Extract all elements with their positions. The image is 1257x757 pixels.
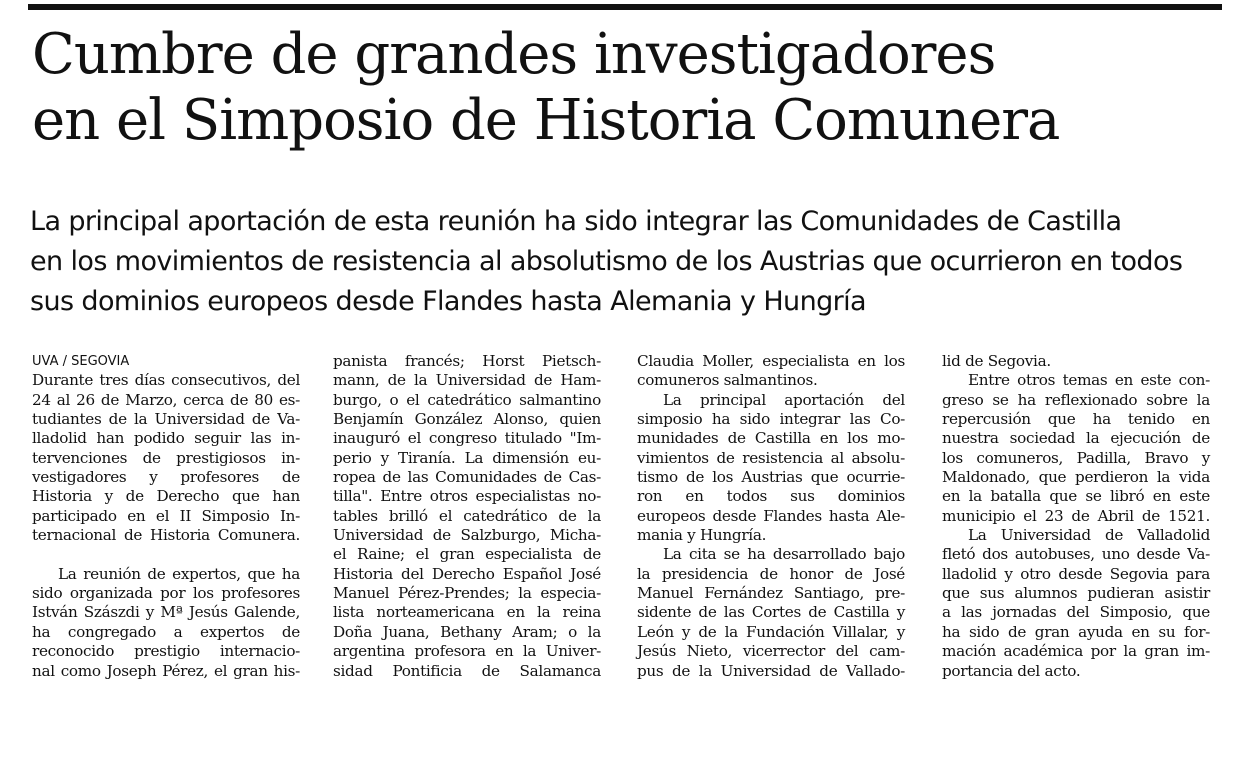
text-line: ron en todos sus dominios xyxy=(637,487,905,506)
text-line: vestigadores y profesores de xyxy=(32,468,300,487)
text-line: sidad Pontificia de Salamanca xyxy=(333,661,601,680)
byline: UVA / SEGOVIA xyxy=(32,354,130,369)
text-line: nuestra sociedad la ejecución de xyxy=(942,429,1210,448)
deck-line: La principal aportación de esta reunión ha sido integrar las Comunidades de Castilla xyxy=(30,206,1122,237)
text-line: Manuel Pérez-Prendes; la especia- xyxy=(333,584,601,603)
headline-line: Cumbre de grandes investigadores xyxy=(32,22,996,87)
text-line: István Szászdi y Mª Jesús Galende, xyxy=(32,603,300,622)
text-line: vimientos de resistencia al absolu- xyxy=(637,448,905,467)
text-line: inauguró el congreso titulado "Im- xyxy=(333,429,601,448)
text-line: La reunión de expertos, que ha xyxy=(58,564,300,583)
top-rule xyxy=(28,4,1222,10)
text-line: comuneros salmantinos. xyxy=(637,371,818,390)
text-line: Claudia Moller, especialista en los xyxy=(637,352,905,370)
text-line: argentina profesora en la Univer- xyxy=(333,642,601,661)
text-line: lid de Segovia. xyxy=(942,352,1051,370)
text-line: La principal aportación del xyxy=(663,390,905,409)
text-line: Jesús Nieto, vicerrector del cam- xyxy=(637,642,905,661)
text-line: tervenciones de prestigiosos in- xyxy=(32,448,300,467)
article-column-3 xyxy=(637,352,905,681)
text-line: simposio ha sido integrar las Co- xyxy=(637,410,905,429)
text-line: lladolid han podido seguir las in- xyxy=(32,429,300,448)
text-line: pus de la Universidad de Vallado- xyxy=(637,661,905,680)
text-line: Benjamín González Alonso, quien xyxy=(333,410,601,429)
text-line: tables brilló el catedrático de la xyxy=(333,506,601,525)
text-line: tudiantes de la Universidad de Va- xyxy=(32,410,300,429)
text-line: Manuel Fernández Santiago, pre- xyxy=(637,584,905,603)
text-line: Historia y de Derecho que han xyxy=(32,487,300,506)
article-column-2 xyxy=(333,352,601,681)
text-line: portancia del acto. xyxy=(942,661,1081,680)
text-line: participado en el II Simposio In- xyxy=(32,506,300,525)
text-line: la presidencia de honor de José xyxy=(637,564,905,583)
text-line: mación académica por la gran im- xyxy=(942,642,1210,661)
text-line: La cita se ha desarrollado bajo xyxy=(663,545,905,564)
headline xyxy=(32,22,1232,154)
text-line: perio y Tiranía. La dimensión eu- xyxy=(333,448,601,467)
text-line: europeos desde Flandes hasta Ale- xyxy=(637,506,905,525)
text-line: los comuneros, Padilla, Bravo y xyxy=(942,448,1210,467)
text-line: La Universidad de Valladolid xyxy=(968,526,1210,545)
headline-line: en el Simposio de Historia Comunera xyxy=(32,88,1060,153)
text-line: tilla". Entre otros especialistas no- xyxy=(333,487,601,506)
text-line: lista norteamericana en la reina xyxy=(333,603,601,622)
deck-subheadline xyxy=(30,202,1240,322)
text-line: tismo de los Austrias que ocurrie- xyxy=(637,468,905,487)
text-line: municipio el 23 de Abril de 1521. xyxy=(942,506,1210,525)
text-line: en la batalla que se libró en este xyxy=(942,487,1210,506)
deck-line: en los movimientos de resistencia al absolutismo de los Austrias que ocurrieron en todos xyxy=(30,246,1183,277)
text-line: el Raine; el gran especialista de xyxy=(333,545,601,564)
text-line: Doña Juana, Bethany Aram; o la xyxy=(333,622,601,641)
text-line: que sus alumnos pudieran asistir xyxy=(942,584,1210,603)
text-line: Entre otros temas en este con- xyxy=(968,371,1210,390)
article-column-1 xyxy=(32,352,300,681)
text-line: fletó dos autobuses, uno desde Va- xyxy=(942,545,1210,564)
text-line: Universidad de Salzburgo, Micha- xyxy=(333,526,601,545)
text-line: panista francés; Horst Pietsch- xyxy=(333,352,601,370)
text-line: ha congregado a expertos de xyxy=(32,622,300,641)
text-line: ternacional de Historia Comunera. xyxy=(32,526,300,545)
text-line: nal como Joseph Pérez, el gran his- xyxy=(32,661,300,680)
text-line: mania y Hungría. xyxy=(637,526,767,545)
deck-line: sus dominios europeos desde Flandes hasta Alemania y Hungría xyxy=(30,286,866,317)
text-line: León y de la Fundación Villalar, y xyxy=(637,622,905,641)
text-line: a las jornadas del Simposio, que xyxy=(942,603,1210,622)
article-column-4 xyxy=(942,352,1210,681)
text-line: munidades de Castilla en los mo- xyxy=(637,429,905,448)
text-line: Historia del Derecho Español José xyxy=(333,564,601,583)
text-line: reconocido prestigio internacio- xyxy=(32,642,300,661)
text-line: ropea de las Comunidades de Cas- xyxy=(333,468,601,487)
text-line: mann, de la Universidad de Ham- xyxy=(333,371,601,390)
text-line: repercusión que ha tenido en xyxy=(942,410,1210,429)
text-line: Maldonado, que perdieron la vida xyxy=(942,468,1210,487)
text-line: sido organizada por los profesores xyxy=(32,584,300,603)
text-line: 24 al 26 de Marzo, cerca de 80 es- xyxy=(32,390,300,409)
text-line: lladolid y otro desde Segovia para xyxy=(942,564,1210,583)
text-line: Durante tres días consecutivos, del xyxy=(32,371,300,390)
text-line: ha sido de gran ayuda en su for- xyxy=(942,622,1210,641)
text-line: greso se ha reflexionado sobre la xyxy=(942,390,1210,409)
text-line xyxy=(32,545,300,564)
text-line: sidente de las Cortes de Castilla y xyxy=(637,603,905,622)
text-line: burgo, o el catedrático salmantino xyxy=(333,390,601,409)
